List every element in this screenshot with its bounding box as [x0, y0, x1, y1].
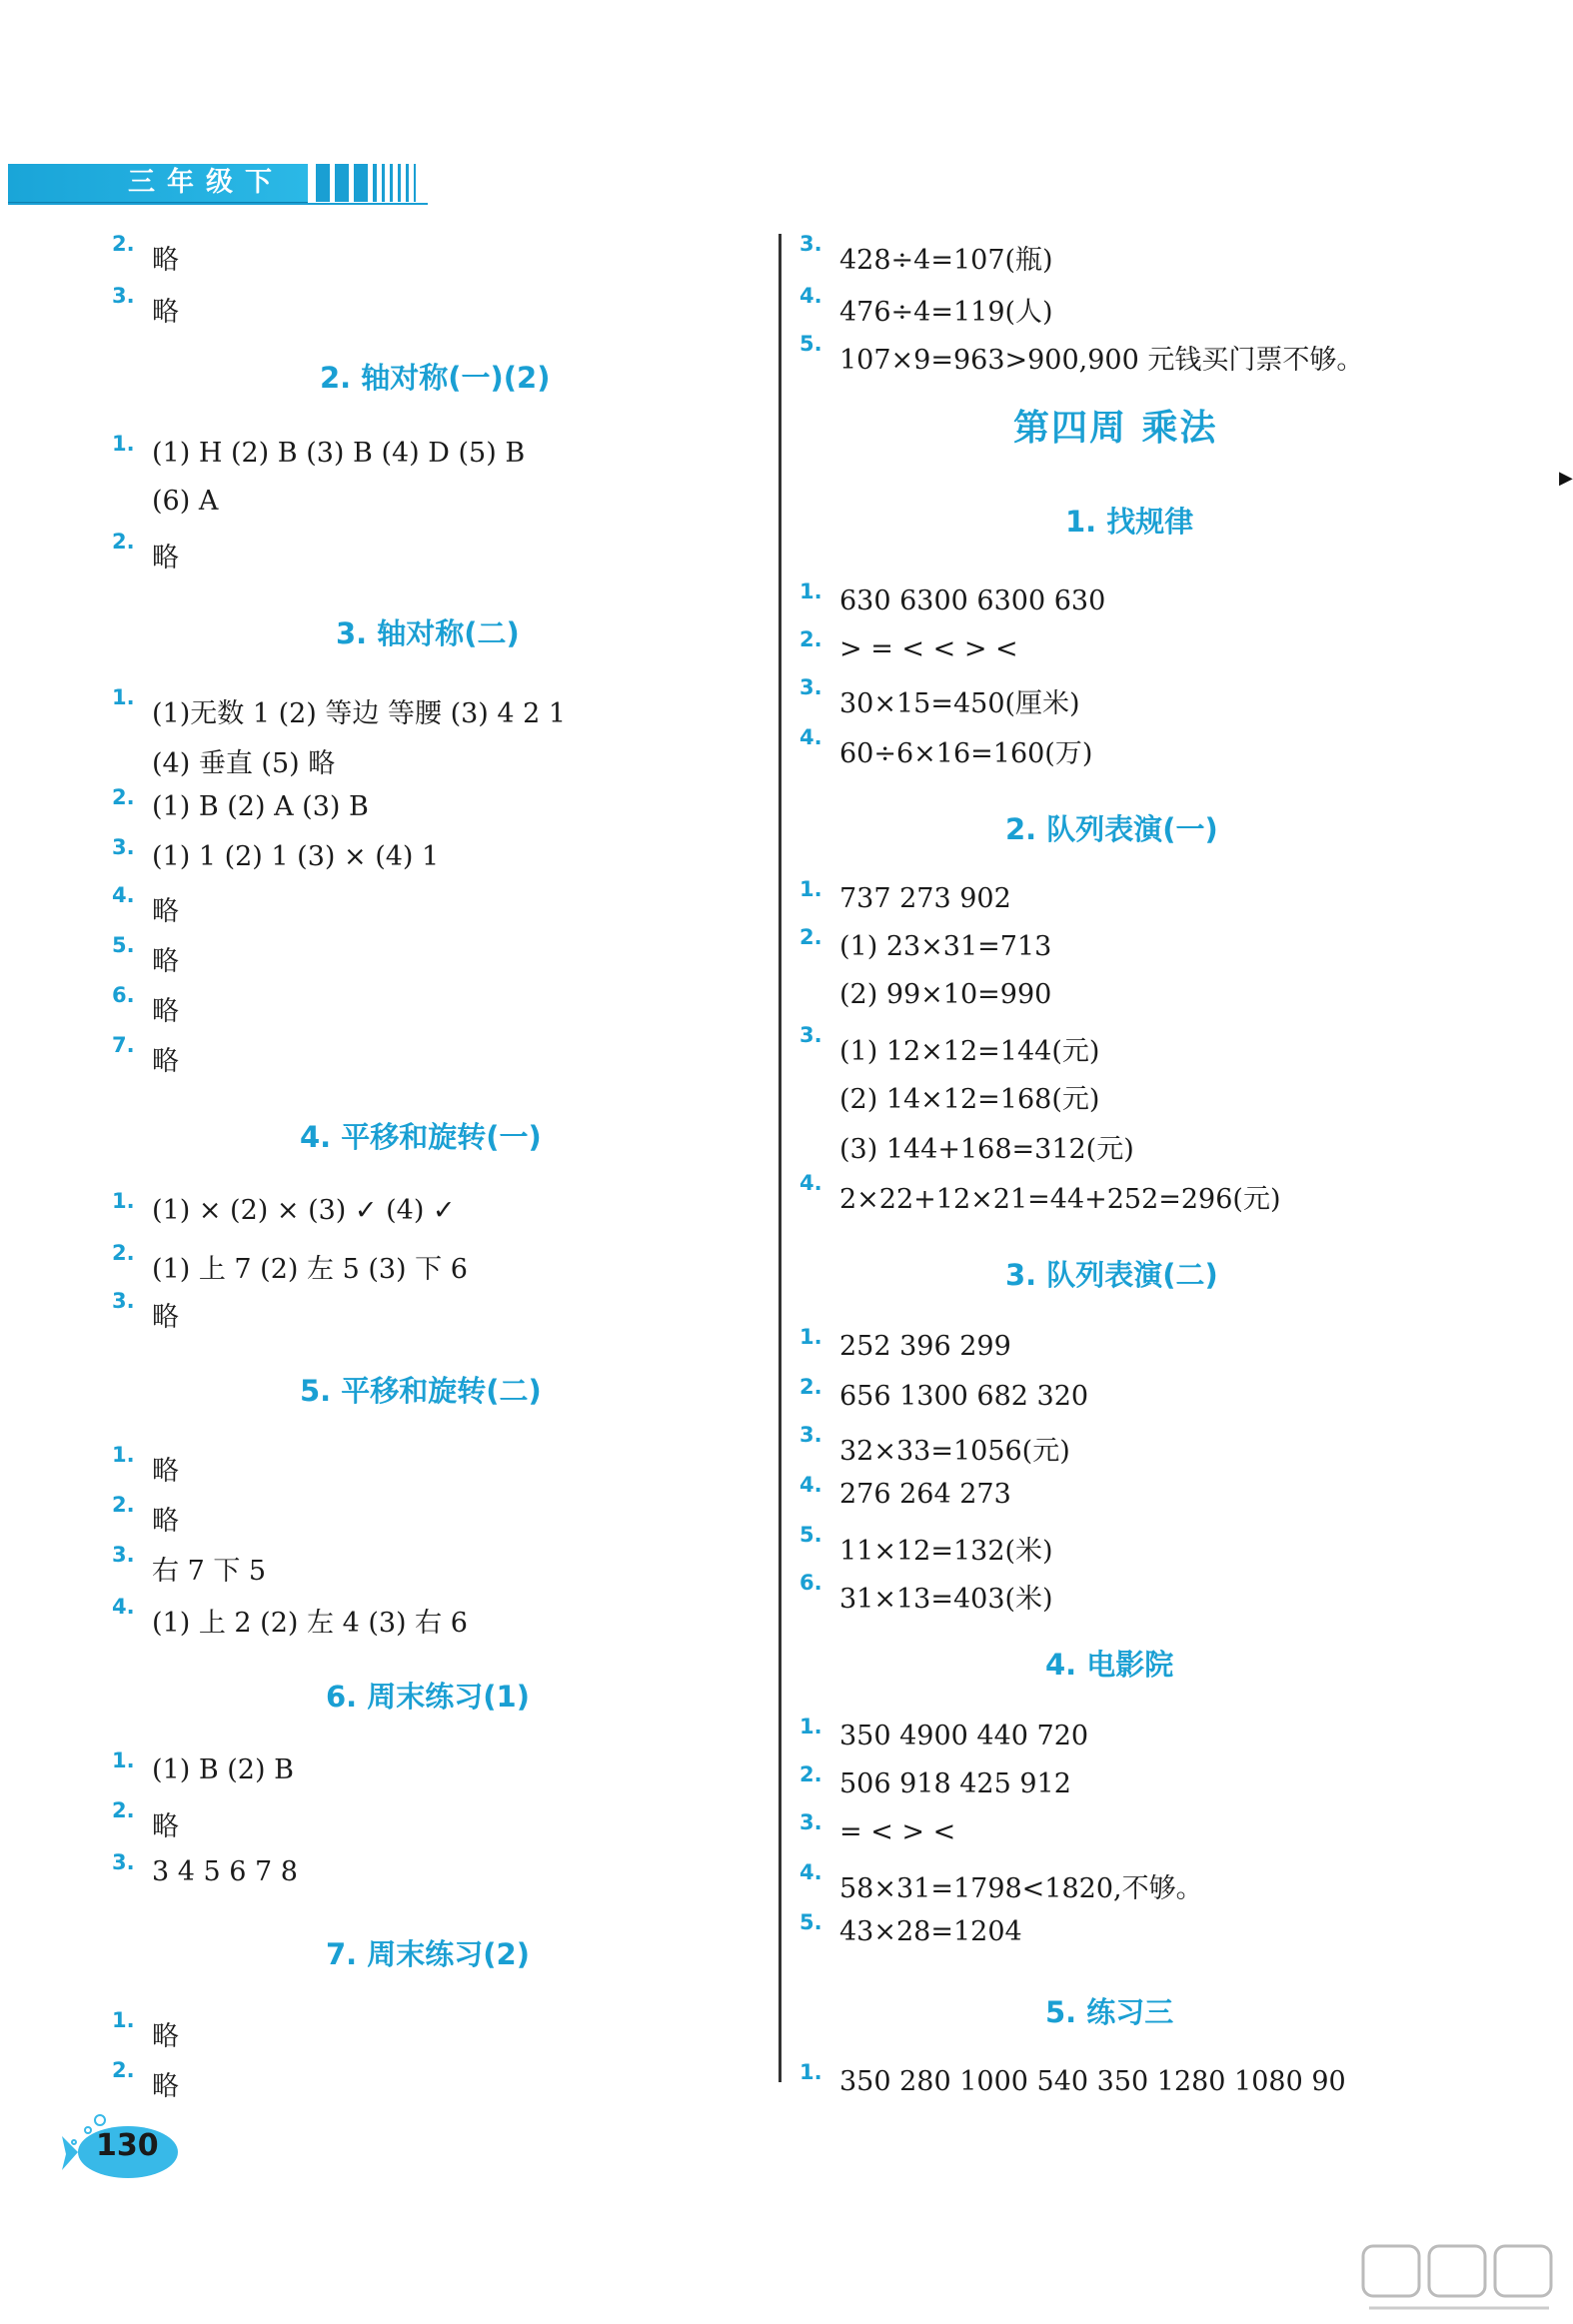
question-number: 2.	[112, 2058, 135, 2082]
question-number: 2.	[799, 627, 822, 651]
answer-text: 略	[152, 543, 179, 574]
question-number: 2.	[112, 1798, 135, 1822]
question-number: 5.	[112, 933, 135, 957]
answer-text: 30×15=450(厘米)	[839, 688, 1080, 719]
answer-text: 737 273 902	[839, 883, 1011, 914]
answer-text: (1)无数 1 (2) 等边 等腰 (3) 4 2 1	[152, 698, 567, 729]
answer-text: 476÷4=119(人)	[839, 297, 1053, 328]
section-title: 5. 练习三	[1045, 1995, 1174, 2029]
question-number: 2.	[112, 1241, 135, 1265]
answer-text: (1) 1 (2) 1 (3) × (4) 1	[152, 841, 440, 872]
answer-text: (1) H (2) B (3) B (4) D (5) B	[152, 438, 526, 469]
answer-text: 略	[152, 1506, 179, 1537]
question-number: 2.	[799, 1762, 822, 1786]
question-number: 4.	[799, 1473, 822, 1497]
question-number: 4.	[799, 1171, 822, 1195]
question-number: 2.	[112, 232, 135, 256]
question-number: 2.	[112, 1493, 135, 1517]
question-number: 3.	[799, 232, 822, 256]
question-number: 1.	[112, 685, 135, 709]
question-number: 1.	[112, 1189, 135, 1213]
answer-text: (1) × (2) × (3) ✓ (4) ✓	[152, 1195, 456, 1226]
answer-text: 略	[152, 946, 179, 977]
answer-text: = < > <	[839, 1816, 956, 1847]
question-number: 5.	[799, 332, 822, 356]
question-number: 1.	[112, 1748, 135, 1772]
answer-text: 略	[152, 2021, 179, 2052]
question-number: 3.	[799, 1023, 822, 1047]
question-number: 4.	[799, 1860, 822, 1884]
section-title: 3. 轴对称(二)	[336, 616, 520, 650]
question-number: 4.	[112, 1595, 135, 1619]
answer-text: 428÷4=107(瓶)	[839, 245, 1053, 276]
section-title: 2. 队列表演(一)	[1005, 812, 1218, 846]
grade-header-band	[8, 164, 308, 205]
answer-text: 58×31=1798<1820,不够。	[839, 1873, 1203, 1904]
answer-text: (1) 上 2 (2) 左 4 (3) 右 6	[152, 1608, 468, 1639]
question-number: 3.	[799, 1810, 822, 1834]
section-title: 7. 周末练习(2)	[326, 1937, 530, 1971]
watermark-logo-icon	[1359, 2238, 1559, 2318]
answer-text: 略	[152, 996, 179, 1027]
answer-text: 略	[152, 245, 179, 276]
section-title: 6. 周末练习(1)	[326, 1680, 530, 1714]
answer-text: (4) 垂直 (5) 略	[152, 748, 336, 779]
question-number: 4.	[112, 883, 135, 907]
answer-text: 506 918 425 912	[839, 1768, 1071, 1799]
answer-text: (6) A	[152, 486, 219, 517]
answer-text: 略	[152, 297, 179, 328]
answer-text: 276 264 273	[839, 1479, 1011, 1510]
question-number: 4.	[799, 725, 822, 749]
question-number: 3.	[799, 1423, 822, 1447]
answer-text: 11×12=132(米)	[839, 1536, 1053, 1567]
question-number: 2.	[799, 925, 822, 949]
answer-text: 2×22+12×21=44+252=296(元)	[839, 1184, 1281, 1215]
answer-text: 60÷6×16=160(万)	[839, 738, 1093, 769]
question-number: 7.	[112, 1033, 135, 1057]
question-number: 1.	[112, 2008, 135, 2032]
answer-text: 略	[152, 2071, 179, 2102]
answer-text: (1) B (2) B	[152, 1754, 294, 1785]
section-title: 5. 平移和旋转(二)	[300, 1374, 542, 1408]
answer-text: 略	[152, 1302, 179, 1333]
answer-text: (1) 上 7 (2) 左 5 (3) 下 6	[152, 1254, 468, 1285]
answer-text: 31×13=403(米)	[839, 1584, 1053, 1615]
grade-label: 三年级下	[128, 167, 284, 198]
question-number: 2.	[112, 785, 135, 809]
answer-text: 略	[152, 896, 179, 927]
answer-text: 630 6300 6300 630	[839, 585, 1106, 616]
question-number: 1.	[799, 2060, 822, 2084]
question-number: 1.	[112, 1443, 135, 1467]
answer-text: 43×28=1204	[839, 1916, 1022, 1947]
question-number: 2.	[112, 530, 135, 554]
section-title: 4. 电影院	[1045, 1648, 1174, 1682]
section-title: 4. 平移和旋转(一)	[300, 1120, 542, 1154]
answer-text: 107×9=963>900,900 元钱买门票不够。	[839, 345, 1364, 376]
answer-text: (1) B (2) A (3) B	[152, 791, 369, 822]
page-edge-arrow-icon: ▶	[1559, 468, 1573, 489]
question-number: 1.	[112, 432, 135, 456]
question-number: 3.	[112, 1850, 135, 1874]
answer-text: (2) 99×10=990	[839, 979, 1052, 1010]
question-number: 3.	[112, 1543, 135, 1567]
week-title: 第四周 乘法	[1013, 407, 1218, 449]
question-number: 5.	[799, 1910, 822, 1934]
column-divider	[779, 234, 782, 2082]
header-rule	[8, 203, 428, 205]
page-number: 130	[96, 2128, 159, 2163]
answer-text: 656 1300 682 320	[839, 1381, 1089, 1412]
question-number: 6.	[799, 1571, 822, 1595]
answer-text: 略	[152, 1456, 179, 1487]
answer-text: (2) 14×12=168(元)	[839, 1084, 1100, 1115]
answer-text: 右 7 下 5	[152, 1556, 267, 1587]
answer-text: > = < < > <	[839, 633, 1018, 664]
question-number: 3.	[112, 835, 135, 859]
question-number: 3.	[112, 284, 135, 308]
question-number: 3.	[112, 1289, 135, 1313]
section-title: 2. 轴对称(一)(2)	[320, 361, 551, 395]
question-number: 1.	[799, 580, 822, 603]
answer-text: 350 280 1000 540 350 1280 1080 90	[839, 2066, 1346, 2097]
question-number: 5.	[799, 1523, 822, 1547]
answer-text: 32×33=1056(元)	[839, 1436, 1070, 1467]
answer-text: (1) 12×12=144(元)	[839, 1036, 1100, 1067]
header-stripes	[316, 164, 426, 202]
answer-text: 略	[152, 1811, 179, 1842]
answer-text: (3) 144+168=312(元)	[839, 1134, 1134, 1165]
question-number: 1.	[799, 1715, 822, 1739]
answer-text: 350 4900 440 720	[839, 1721, 1089, 1751]
question-number: 6.	[112, 983, 135, 1007]
answer-text: (1) 23×31=713	[839, 931, 1052, 962]
question-number: 4.	[799, 284, 822, 308]
question-number: 1.	[799, 1325, 822, 1349]
section-title: 1. 找规律	[1065, 505, 1194, 539]
section-title: 3. 队列表演(二)	[1005, 1258, 1218, 1292]
question-number: 3.	[799, 675, 822, 699]
answer-text: 252 396 299	[839, 1331, 1011, 1362]
question-number: 2.	[799, 1375, 822, 1399]
answer-text: 3 4 5 6 7 8	[152, 1856, 298, 1887]
question-number: 1.	[799, 877, 822, 901]
answer-text: 略	[152, 1046, 179, 1077]
